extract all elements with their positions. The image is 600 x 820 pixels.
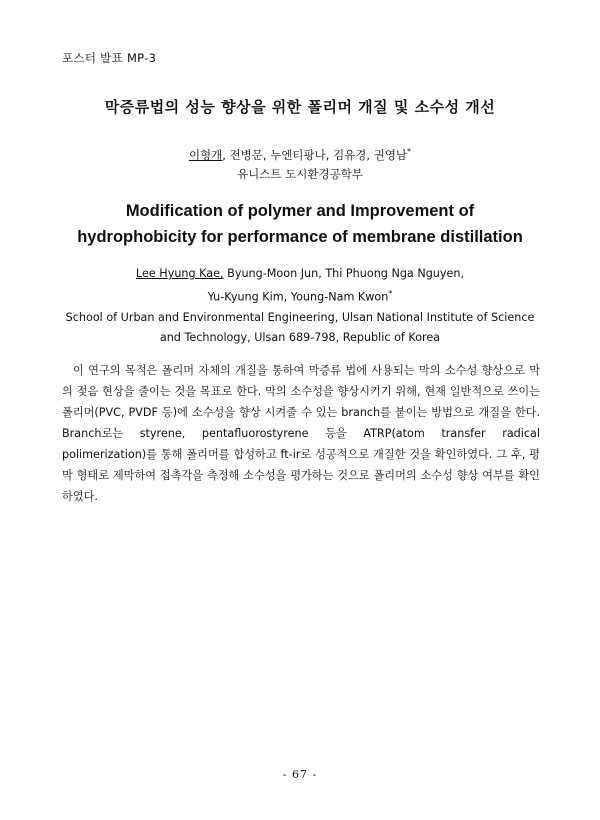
korean-title: 막증류법의 성능 향상을 위한 폴리머 개질 및 소수성 개선 [104, 98, 496, 116]
english-coauthors-line-2: Yu-Kyung Kim, Young-Nam Kwon [207, 290, 389, 304]
korean-affiliation: 유니스트 도시환경공학부 [237, 166, 363, 181]
korean-corresponding-mark: * [407, 147, 412, 156]
korean-authors-line [0, 142, 600, 165]
english-authors-line-1 [40, 264, 560, 284]
korean-coauthors: , 전병문, 누엔티팡나, 김유경, 권영남 [222, 147, 408, 162]
english-affiliation-line-1: School of Urban and Environmental Engineering, Ulsan National Institute of Science [65, 310, 535, 324]
abstract-paragraph: 이 연구의 목적은 폴리머 자체의 개질을 통하여 막증류 법에 사용되는 막의 소수성 향상으로 막의 젖음 현상을 줄이는 것을 목표로 한다. 막의 소수성을 향상시키기 위해, 현재 일반적으로 쓰이는 폴리머(PVC, PVDF 등)에 소수성을 향상 시켜줄 수 있는 branch를 붙이는 방법으로 개질을 한다. Branch로는 styrene, pentafluorostyrene 등을 ATRP(atom transfer radical polimerization)를 통해 폴리머를 합성하고 ft-ir로 성공적으로 개질한 것을 확인하였다. 그 후, 평막 형태로 제막하여 접촉각을 측정해 소수성을 평가하는 것으로 폴리머의 소수성 향상 여부를 확인하였다. [62, 364, 540, 503]
english-title [0, 198, 600, 250]
page-number: - 67 - [282, 768, 318, 781]
korean-author-block [0, 142, 600, 184]
english-title-line-2: hydrophobicity for performance of membrane distillation [77, 228, 523, 246]
english-authors-line-2 [40, 284, 560, 308]
english-corresponding-mark: * [388, 289, 393, 298]
english-author-block [40, 264, 560, 348]
english-presenter-name: Lee Hyung Kae, [135, 267, 224, 280]
english-coauthors-line-1: Byung-Moon Jun, Thi Phuong Nga Nguyen, [223, 267, 465, 280]
session-label: 포스터 발표 MP-3 [62, 51, 157, 65]
english-title-line-1: Modification of polymer and Improvement of [125, 202, 475, 220]
korean-presenter-name: 이형개 [188, 147, 223, 162]
english-affiliation-line-2: and Technology, Ulsan 689-798, Republic of Korea [159, 330, 441, 344]
